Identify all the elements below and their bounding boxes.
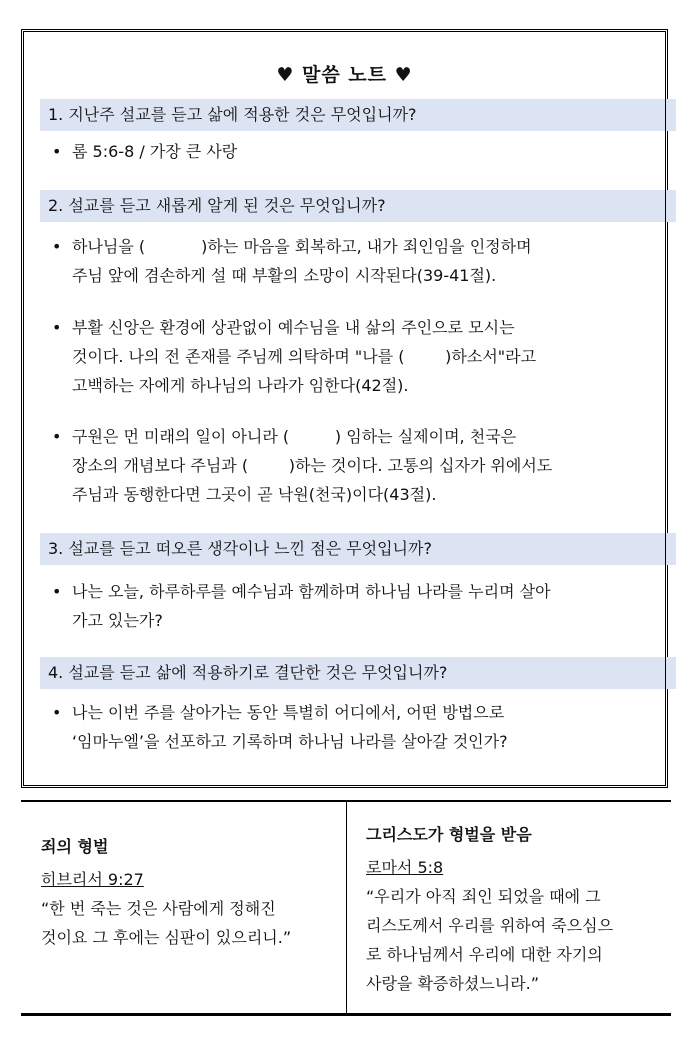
question-2-heading: 2. 설교를 듣고 새롭게 알게 된 것은 무엇입니까? — [40, 190, 676, 222]
bullet-icon: • — [52, 142, 62, 161]
list-item — [52, 232, 652, 290]
bullet-line: 하나님을 ( )하는 마음을 회복하고, 내가 죄인임을 인정하며 — [72, 237, 532, 256]
list-item — [52, 137, 652, 166]
bullet-line: 나는 이번 주를 살아가는 동안 특별히 어디에서, 어떤 방법으로 — [72, 703, 505, 722]
right-title: 그리스도가 형벌을 받음 — [366, 825, 532, 844]
question-4-heading: 4. 설교를 듣고 삶에 적용하기로 결단한 것은 무엇입니까? — [40, 657, 676, 689]
sermon-note-box — [21, 29, 668, 788]
list-item — [52, 422, 652, 509]
bullet-icon: • — [52, 427, 62, 446]
quote-line: 사랑을 확증하셨느니라.” — [366, 974, 540, 993]
bullet-line: 것이다. 나의 전 존재를 주님께 의탁하며 "나를 ( )하소서"라고 — [72, 347, 537, 366]
right-scripture-ref: 로마서 5:8 — [366, 858, 444, 877]
bullet-line: ‘임마누엘’을 선포하고 기록하며 하나님 나라를 살아갈 것인가? — [72, 732, 508, 751]
left-title: 죄의 형벌 — [41, 837, 109, 856]
quote-line: “우리가 아직 죄인 되었을 때에 그 — [366, 887, 601, 906]
right-quote — [366, 882, 662, 998]
bullet-line: 구원은 먼 미래의 일이 아니라 ( ) 임하는 실제이며, 천국은 — [72, 427, 517, 446]
bullet-line: 부활 신앙은 환경에 상관없이 예수님을 내 삶의 주인으로 모시는 — [72, 318, 515, 337]
note-title: ♥ 말씀 노트 ♥ — [276, 64, 413, 86]
footer-column-divider — [346, 802, 347, 1013]
quote-line: “한 번 죽는 것은 사람에게 정해진 — [41, 899, 276, 918]
bullet-text: 롬 5:6-8 / 가장 큰 사랑 — [72, 142, 238, 161]
bullet-line: 가고 있는가? — [72, 611, 163, 630]
question-1-heading: 1. 지난주 설교를 듣고 삶에 적용한 것은 무엇입니까? — [40, 99, 676, 131]
bullet-line: 주님 앞에 겸손하게 설 때 부활의 소망이 시작된다(39-41절). — [72, 266, 497, 285]
bullet-line: 주님과 동행한다면 그곳이 곧 낙원(천국)이다(43절). — [72, 485, 437, 504]
footer-left-column — [41, 834, 337, 952]
quote-line: 리스도께서 우리를 위하여 죽으심으 — [366, 916, 614, 935]
left-quote — [41, 894, 337, 952]
question-3-heading: 3. 설교를 듣고 떠오른 생각이나 느낀 점은 무엇입니까? — [40, 533, 676, 565]
footer-bottom-rule — [21, 1013, 671, 1016]
bullet-icon: • — [52, 318, 62, 337]
quote-line: 것이요 그 후에는 심판이 있으리니.” — [41, 928, 292, 947]
bullet-icon: • — [52, 582, 62, 601]
list-item — [52, 698, 652, 756]
list-item — [52, 313, 652, 400]
list-item — [52, 577, 652, 635]
bullet-icon: • — [52, 703, 62, 722]
bullet-line: 장소의 개념보다 주님과 ( )하는 것이다. 고통의 십자가 위에서도 — [72, 456, 553, 475]
bullet-line: 고백하는 자에게 하나님의 나라가 임한다(42절). — [72, 376, 409, 395]
footer-right-column — [366, 822, 662, 998]
bullet-icon: • — [52, 237, 62, 256]
quote-line: 로 하나님께서 우리에 대한 자기의 — [366, 945, 603, 964]
left-scripture-ref: 히브리서 9:27 — [41, 870, 144, 889]
bullet-line: 나는 오늘, 하루하루를 예수님과 함께하며 하나님 나라를 누리며 살아 — [72, 582, 551, 601]
